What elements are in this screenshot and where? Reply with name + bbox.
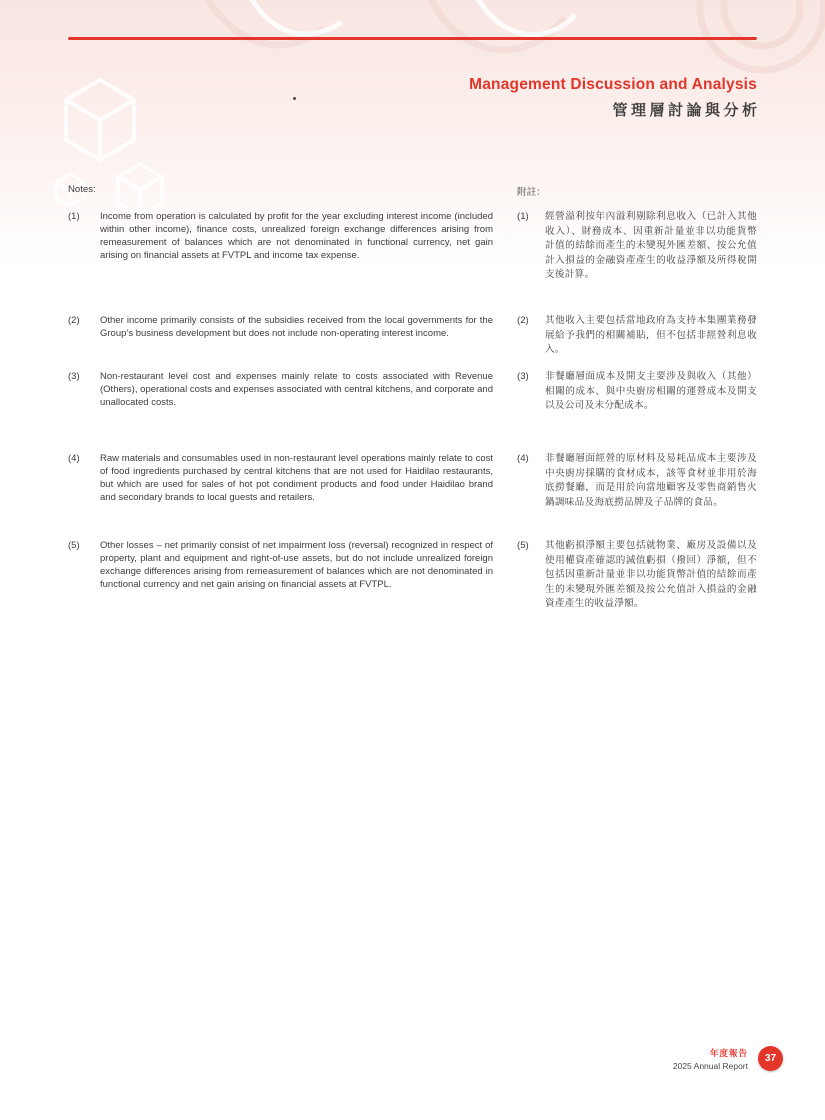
note-number: (2)	[517, 315, 529, 326]
note-3-en	[68, 370, 493, 409]
note-number: (2)	[68, 315, 80, 326]
footer-annual-report-en: 2025 Annual Report	[672, 1060, 748, 1071]
note-number: (1)	[68, 211, 80, 222]
note-1-zh	[517, 210, 757, 283]
note-text: Non-restaurant level cost and expenses mainly relate to costs associated with Revenue (Others), operational costs and expenses associated with central kitchens, and corporate and unallocated costs.	[100, 371, 493, 408]
note-2-zh	[517, 314, 757, 358]
notes-heading-zh: 附註：	[517, 187, 546, 198]
note-4-en	[68, 452, 493, 504]
note-text: Other losses – net primarily consist of net impairment loss (reversal) recognized in respect of property, plant and equipment and right-of-use assets, but do not include unrealized foreign exchange differences arising from remeasurement of balances which are not denominated in functional currency and net gain arising on financial assets at FVTPL.	[100, 540, 493, 590]
note-number: (5)	[68, 540, 80, 551]
note-text: Income from operation is calculated by profit for the year excluding interest income (included within other income), finance costs, unrealized foreign exchange differences arising from remeasurement of balances which are not denominated in functional currency, net gain arising on financial assets at FVTPL and income tax expense.	[100, 211, 493, 261]
note-3-zh	[517, 370, 757, 414]
swirl-highlight-icon	[240, 0, 575, 35]
page-subtitle: 管理層討論與分析	[612, 102, 761, 119]
note-text: 經營溢利按年內溢利剔除利息收入（已計入其他收入）、財務成本、因重新計量並非以功能貨幣計值的結餘而產生的未變現外匯差額、按公允值計入損益的金融資產產生的收益淨額及所得稅開支後計算。	[545, 211, 757, 281]
note-number: (4)	[517, 453, 529, 464]
note-number: (1)	[517, 211, 529, 222]
note-1-en	[68, 210, 493, 262]
note-number: (4)	[68, 453, 80, 464]
note-2-en	[68, 314, 493, 340]
note-text: 其他收入主要包括當地政府為支持本集團業務發展給予我們的相關補貼，但不包括非經營利息收入。	[545, 315, 757, 356]
note-text: 非餐廳層面經營的原材料及易耗品成本主要涉及中央廚房採購的食材成本，該等食材並非用於海底撈餐廳，而是用於向當地顧客及零售商銷售火鍋調味品及海底撈品牌及子品牌的食品。	[545, 453, 757, 508]
header-rule	[68, 37, 757, 40]
cube-icon	[66, 80, 134, 160]
note-text: Raw materials and consumables used in non-restaurant level operations mainly relate to cost of food ingredients purchased by central kitchens that are not used for Haidilao restaurants, but which are used for sales of hot pot condiment products and food under Haidilao brand and secondary brands to local guests and retailers.	[100, 453, 493, 503]
page-title: Management Discussion and Analysis	[469, 76, 757, 93]
note-text: Other income primarily consists of the subsidies received from the local governments for the Group’s business development but does not include non-operating interest income.	[100, 315, 493, 339]
page-footer	[673, 1046, 783, 1071]
note-text: 非餐廳層面成本及開支主要涉及與收入（其他）相關的成本、與中央廚房相關的運營成本及開支以及公司及未分配成本。	[545, 371, 757, 412]
page-number-badge: 37	[758, 1046, 783, 1071]
notes-heading-en: Notes:	[68, 184, 96, 195]
note-text: 其他虧損淨額主要包括就物業、廠房及設備以及使用權資產確認的減值虧損（撥回）淨額，但不包括因重新計量並非以功能貨幣計值的結餘而產生的未變現外匯差額及按公允值計入損益的金融資產產生的收益淨額。	[545, 540, 757, 610]
note-5-en	[68, 539, 493, 591]
note-number: (3)	[68, 371, 80, 382]
note-5-zh	[517, 539, 757, 612]
notes-headings	[68, 184, 757, 198]
note-number: (3)	[517, 371, 529, 382]
footer-report-label	[673, 1047, 748, 1071]
footer-annual-report-zh: 年度報告	[709, 1047, 748, 1058]
note-4-zh	[517, 452, 757, 510]
note-number: (5)	[517, 540, 529, 551]
swirl-icon	[195, 0, 824, 70]
